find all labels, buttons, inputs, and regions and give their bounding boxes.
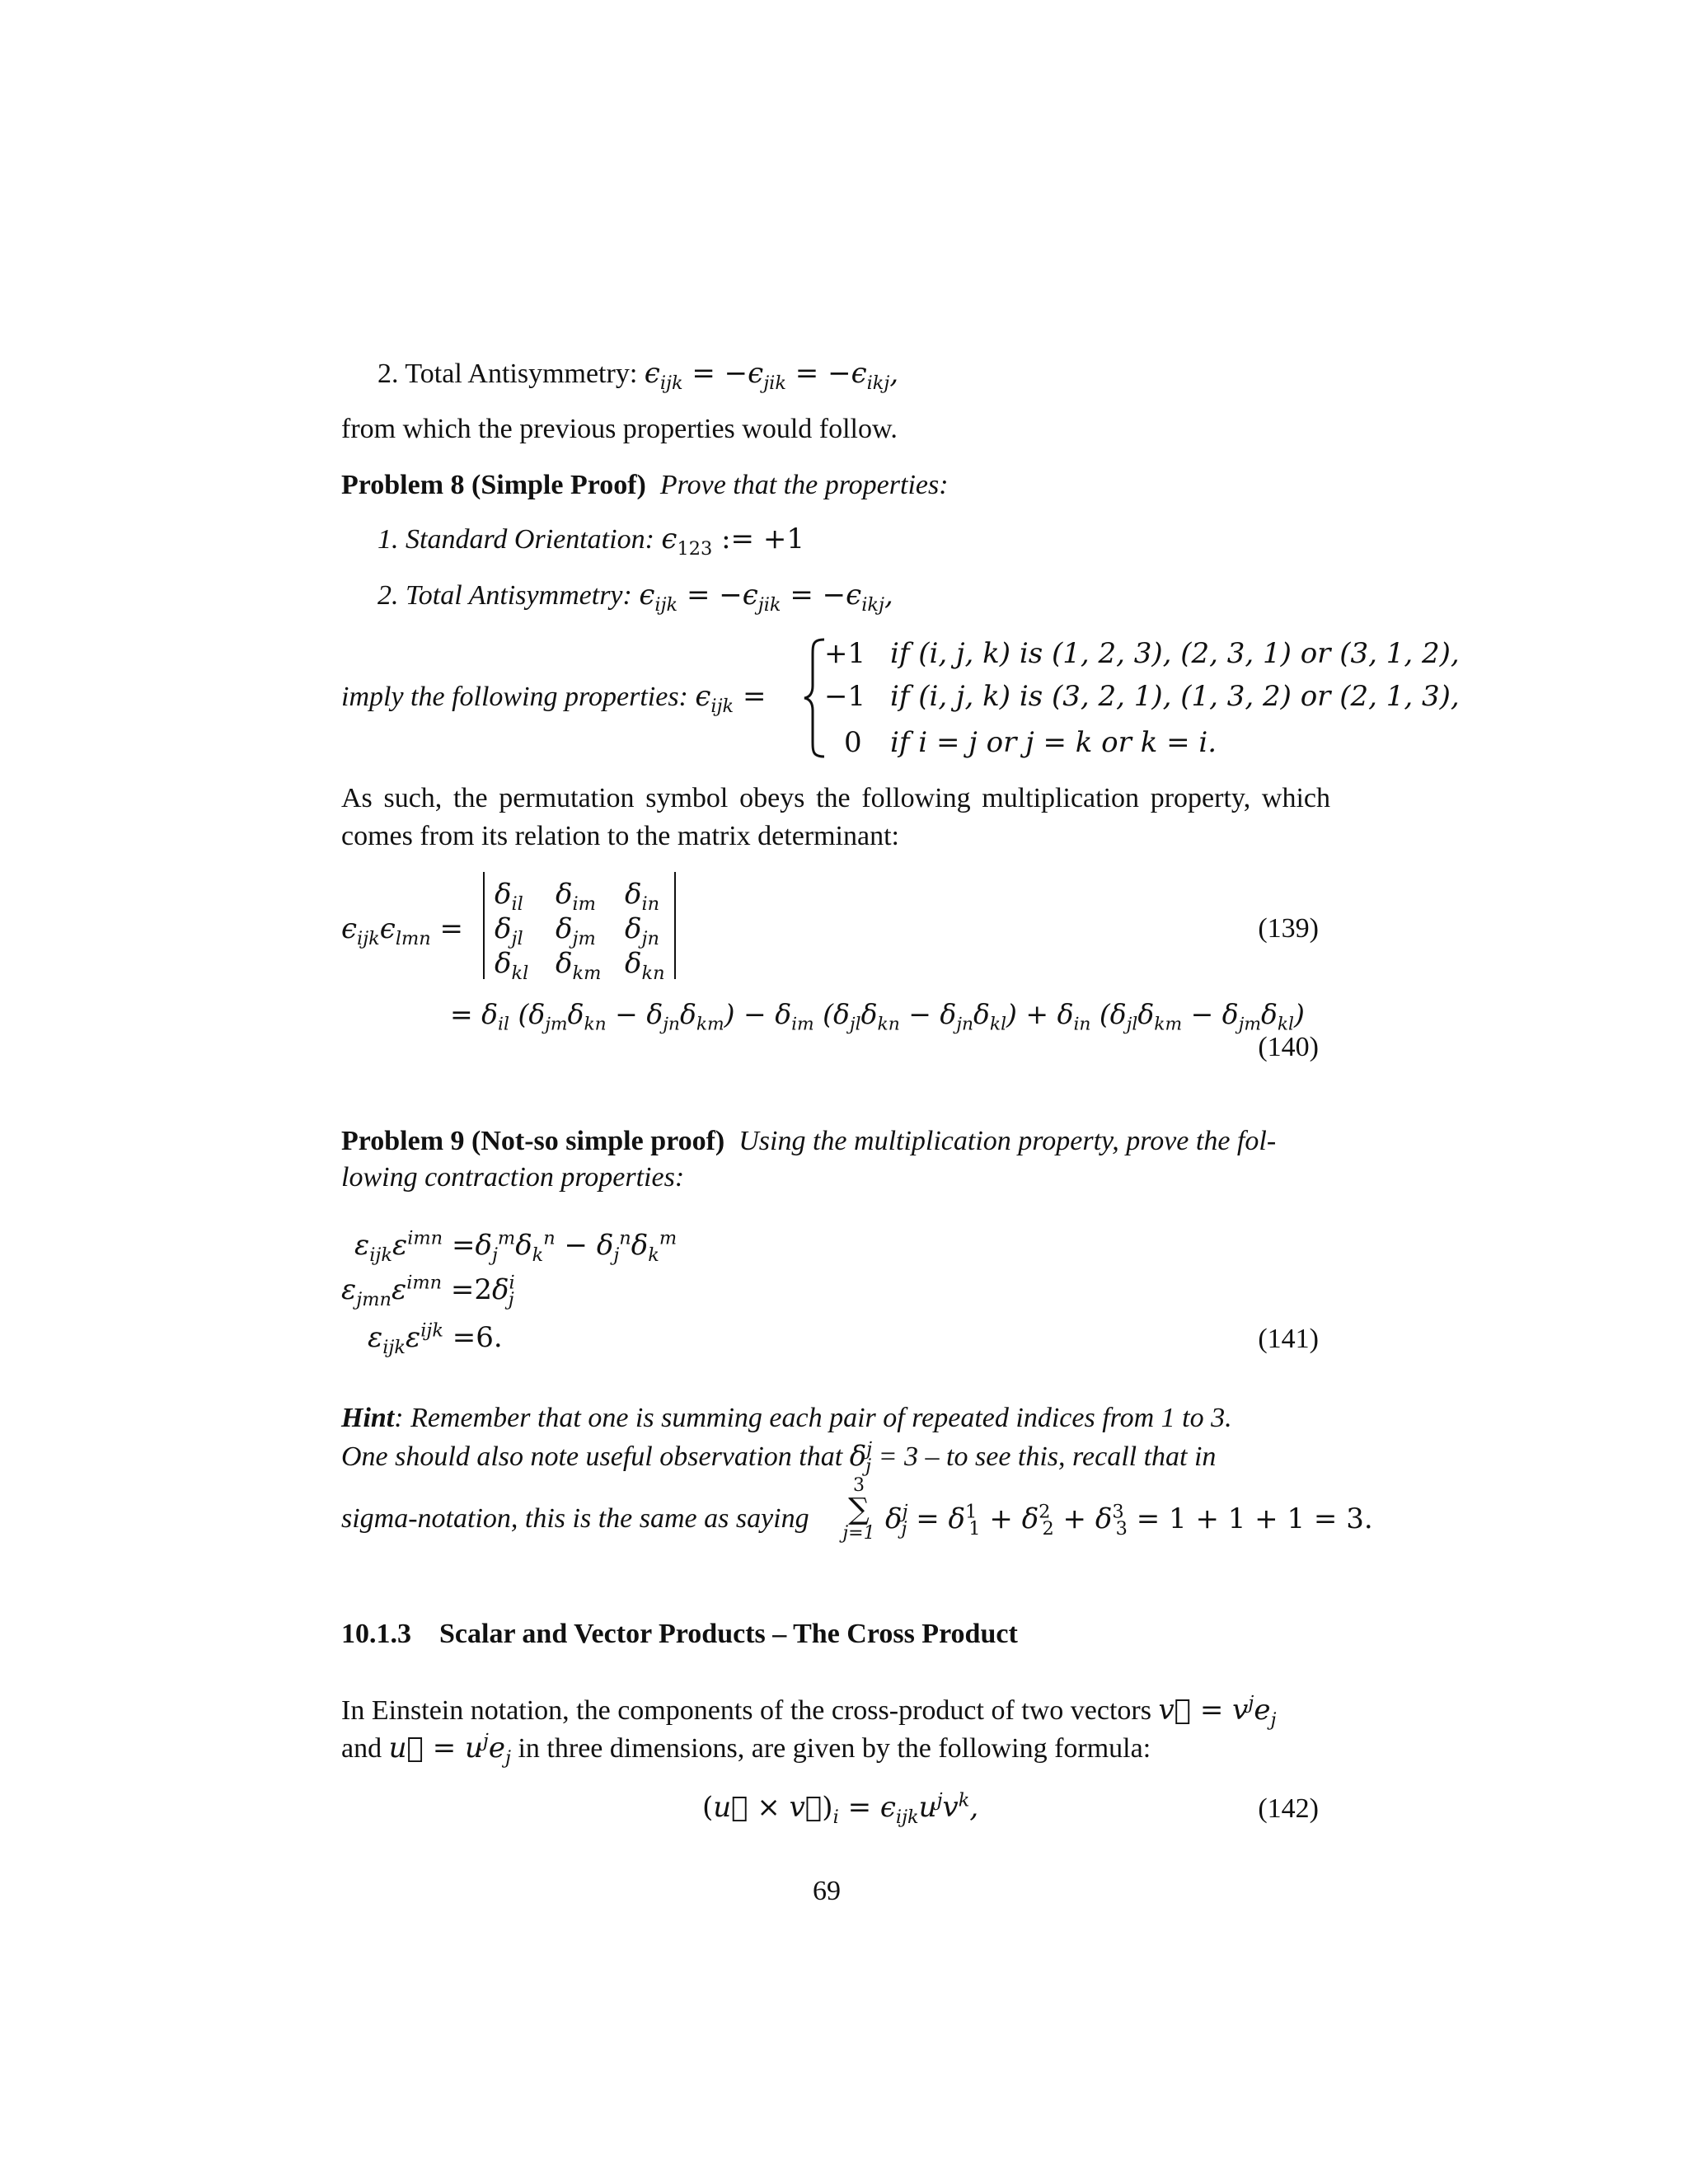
matrix-cell: $\delta_{kl}$ <box>495 947 529 984</box>
hint-line-2 <box>341 1438 1217 1477</box>
section-title: Scalar and Vector Products – The Cross Product <box>439 1619 1018 1649</box>
case-value-1: +1 <box>824 637 866 670</box>
vector-v-definition: v⃗ = $v^je_j$ <box>1158 1692 1277 1731</box>
kronecker-trace: $\delta^j_j$ <box>849 1438 873 1477</box>
matrix-cell: $\delta_{jn}$ <box>625 912 659 949</box>
problem-title: Problem 9 (Not-so simple proof) <box>341 1126 725 1156</box>
item-label: 1. Standard Orientation: <box>377 524 654 555</box>
epsilon-symbol: $\epsilon_{ijk}$ = <box>695 680 767 717</box>
determinant-matrix <box>483 872 676 984</box>
case-value-3: 0 <box>844 726 862 759</box>
hint-label: Hint <box>341 1403 395 1433</box>
problem-9-heading <box>341 1127 1276 1155</box>
problem-title: Problem 8 (Simple Proof) <box>341 470 646 500</box>
paragraph-text: As such, the permutation symbol obeys the following multiplication property, which comes from its relation to the matrix determinant: <box>341 783 1330 851</box>
antisymmetry-equation: $\epsilon_{ijk} = -\epsilon_{jik} = -\epsilon_{ikj}$, <box>639 579 893 616</box>
matrix-cell: $\delta_{in}$ <box>625 878 660 915</box>
paragraph-text: in three dimensions, are given by the following formula: <box>518 1733 1151 1764</box>
sum-upper-limit: 3 <box>853 1475 865 1496</box>
matrix-cell: $\delta_{km}$ <box>556 947 602 984</box>
sum-result: = 1 + 1 + 1 = 3. <box>1136 1502 1373 1535</box>
vector-u-definition: u⃗ = $u^je_j$ <box>388 1730 511 1769</box>
problem-lead: Using the multiplication property, prove the fol- <box>738 1126 1277 1156</box>
hint-text: : Remember that one is summing each pair of repeated indices from 1 to 3. <box>394 1403 1232 1433</box>
contraction-1: $\varepsilon_{ijk}\varepsilon^{imn} =\delta_j^m\delta_k^n - \delta_j^n\delta_k^m$ <box>354 1227 678 1266</box>
item-label: 2. Total Antisymmetry: <box>377 580 632 611</box>
hint-line-3 <box>341 1505 809 1533</box>
equation-number: (140) <box>1258 1032 1319 1062</box>
sigma-symbol: ∑ <box>848 1493 870 1526</box>
paragraph-text: from which the previous properties would follow. <box>341 414 898 444</box>
problem-8-item-1 <box>377 523 804 560</box>
matrix-cell: $\delta_{jl}$ <box>495 912 523 949</box>
einstein-line-1 <box>341 1692 1277 1731</box>
paragraph-text: In Einstein notation, the components of the cross-product of two vectors <box>341 1695 1151 1726</box>
matrix-cell: $\delta_{kn}$ <box>625 947 665 984</box>
hint-text: One should also note useful observation that <box>341 1441 843 1472</box>
problem-8-heading <box>341 471 949 499</box>
section-heading <box>341 1620 1018 1648</box>
antisymmetry-item <box>377 357 899 394</box>
matrix-cell: $\delta_{im}$ <box>556 878 596 915</box>
case-condition-1: if (i, j, k) is (1, 2, 3), (2, 3, 1) or (3, 1, 2), <box>890 637 1460 670</box>
section-number: 10.1.3 <box>341 1619 411 1649</box>
equation-number: (139) <box>1258 913 1319 944</box>
equation-number: (142) <box>1258 1793 1319 1824</box>
hint-line-1 <box>341 1404 1232 1432</box>
case-value-2: −1 <box>824 680 866 713</box>
imply-line <box>341 680 767 717</box>
matrix-cell: $\delta_{il}$ <box>495 878 523 915</box>
case-condition-2: if (i, j, k) is (3, 2, 1), (1, 3, 2) or (2, 1, 3), <box>890 680 1460 713</box>
orientation-equation: $\epsilon_{123}$ := +1 <box>661 523 804 560</box>
problem-8-item-2 <box>377 579 893 616</box>
hint-text: = 3 – to see this, recall that in <box>878 1441 1217 1472</box>
cross-product-formula: (u⃗ × $v⃗)_i = \epsilon_{ijk}u^jv^k$, <box>702 1789 979 1828</box>
epsilon-product: $\epsilon_{ijk}\epsilon_{lmn}$ = <box>341 912 464 949</box>
equation-number: (141) <box>1258 1324 1319 1354</box>
matrix-cell: $\delta_{jm}$ <box>556 912 596 949</box>
sum-expansion: $\delta^j_j = \delta^1_1 + \delta^2_2 + \delta^3_3 = 1 + 1 + 1 = 3$. <box>885 1501 1373 1540</box>
contraction-2: $\varepsilon_{jmn}\varepsilon^{imn} =2\delta^i_j$ <box>341 1272 515 1310</box>
determinant-expansion: = $\delta_{il}$ $(\delta_{jm}\delta_{kn} - \delta_{jn}\delta_{km}) - \delta_{im}$ $(\delta_{jl}\delta_{kn} - \delta_{jn}\delta_{kl}) + \delta_{in}$ $(\delta_{jl}\delta_{km} - \delta_{jm}\delta_{kl})$ <box>450 998 1305 1035</box>
sum-lower-limit: j=1 <box>842 1523 875 1544</box>
page-number: 69 <box>813 1876 841 1906</box>
antisymmetry-equation: $\epsilon_{ijk} = -\epsilon_{jik} = -\epsilon_{ikj}$, <box>644 357 899 394</box>
item-label: 2. Total Antisymmetry: <box>377 359 638 389</box>
problem-lead: Prove that the properties: <box>659 470 949 500</box>
sigma-summation <box>842 1477 875 1543</box>
problem-lead-continued: lowing contraction properties: <box>341 1162 685 1193</box>
hint-text: sigma-notation, this is the same as saying <box>341 1503 809 1534</box>
case-condition-3: if i = j or j = k or k = i. <box>890 726 1217 759</box>
contraction-3: $\varepsilon_{ijk}\varepsilon^{ijk} =6$. <box>368 1319 503 1358</box>
imply-text: imply the following properties: <box>341 682 688 712</box>
einstein-line-2: and u⃗ = $u^je_j$ in three dimensions, are given by the following formula: <box>341 1730 1151 1769</box>
